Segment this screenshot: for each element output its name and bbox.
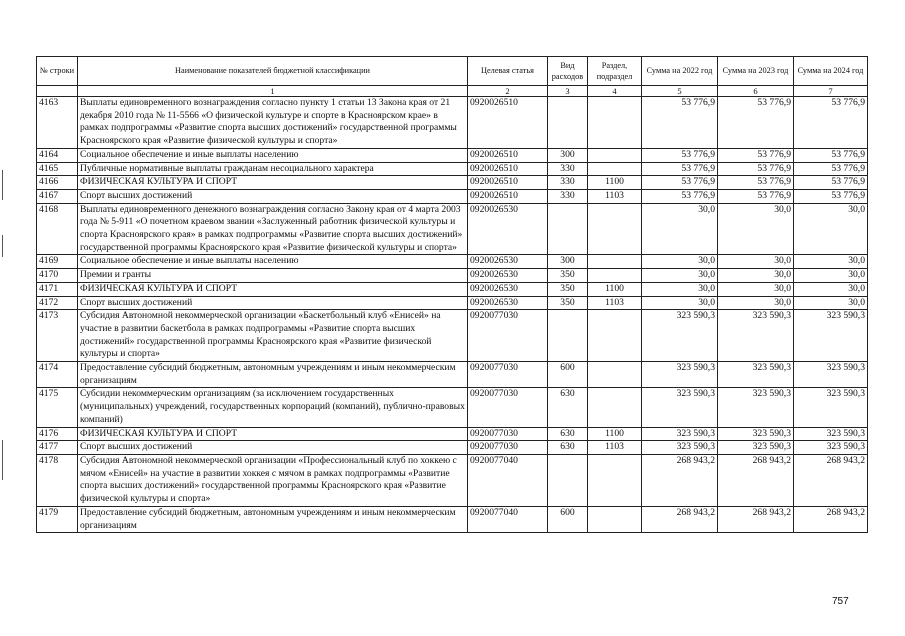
section-cell: 1100	[588, 427, 642, 441]
header-row	[37, 57, 868, 86]
row-number-cell: 4174	[37, 362, 78, 388]
sum-2024-cell: 53 776,9	[794, 176, 868, 190]
sum-2023-cell: 53 776,9	[718, 189, 794, 203]
section-cell: 1103	[588, 441, 642, 455]
section-cell	[588, 506, 642, 532]
target-article-cell: 0920026510	[468, 176, 548, 190]
section-cell	[588, 162, 642, 176]
target-article-cell: 0920026510	[468, 162, 548, 176]
sum-2024-cell: 53 776,9	[794, 189, 868, 203]
section-cell	[588, 255, 642, 269]
indicator-name-cell: Премии и гранты	[78, 269, 468, 283]
row-number-cell: 4163	[37, 97, 78, 149]
section-cell	[588, 388, 642, 427]
row-number-cell: 4177	[37, 441, 78, 455]
sum-2023-cell: 323 590,3	[718, 310, 794, 362]
table-body	[37, 97, 868, 533]
sum-2023-cell: 323 590,3	[718, 427, 794, 441]
table-row	[37, 269, 868, 283]
sum-2024-cell: 53 776,9	[794, 162, 868, 176]
expense-type-cell: 630	[548, 441, 588, 455]
header-section: Раздел, подраздел	[588, 57, 642, 86]
sum-2023-cell: 30,0	[718, 255, 794, 269]
section-cell: 1103	[588, 189, 642, 203]
target-article-cell: 0920026530	[468, 203, 548, 255]
table-row	[37, 255, 868, 269]
sum-2022-cell: 323 590,3	[642, 362, 718, 388]
indicator-name-cell: Социальное обеспечение и иные выплаты населению	[78, 148, 468, 162]
section-cell	[588, 203, 642, 255]
sum-2023-cell: 30,0	[718, 282, 794, 296]
sum-2022-cell: 30,0	[642, 269, 718, 283]
column-number: 4	[588, 86, 642, 97]
sum-2023-cell: 53 776,9	[718, 162, 794, 176]
section-cell: 1100	[588, 282, 642, 296]
expense-type-cell: 350	[548, 269, 588, 283]
table-row	[37, 282, 868, 296]
sum-2022-cell: 268 943,2	[642, 454, 718, 506]
sum-2023-cell: 53 776,9	[718, 176, 794, 190]
indicator-name-cell: Субсидия Автономной некоммерческой организации «Баскетбольный клуб «Енисей» на участие в развитии баскетбола в рамках подпрограммы «Развитие спорта высших достижений» государственной программы Красноярского края «Развитие физической культуры и спорта»	[78, 310, 468, 362]
column-number: 7	[794, 86, 868, 97]
table-row	[37, 203, 868, 255]
row-number-cell: 4172	[37, 296, 78, 310]
indicator-name-cell: Социальное обеспечение и иные выплаты населению	[78, 255, 468, 269]
header-expense-type: Вид расходов	[548, 57, 588, 86]
expense-type-cell	[548, 310, 588, 362]
row-number-cell: 4165	[37, 162, 78, 176]
expense-type-cell	[548, 203, 588, 255]
target-article-cell: 0920026510	[468, 189, 548, 203]
sum-2022-cell: 30,0	[642, 296, 718, 310]
target-article-cell: 0920077030	[468, 441, 548, 455]
table-row	[37, 176, 868, 190]
indicator-name-cell: Выплаты единовременного вознаграждения согласно пункту 1 статьи 13 Закона края от 21 декабря 2010 года № 11-5566 «О физической культуре и спорте в Красноярском крае» в рамках подпрограммы «Развитие спорта высших достижений» государственной программы Красноярского края «Развитие физической культуры и спорта»	[78, 97, 468, 149]
sum-2024-cell: 30,0	[794, 282, 868, 296]
sum-2023-cell: 30,0	[718, 203, 794, 255]
expense-type-cell	[548, 97, 588, 149]
expense-type-cell: 330	[548, 162, 588, 176]
sum-2022-cell: 53 776,9	[642, 97, 718, 149]
row-number-cell: 4169	[37, 255, 78, 269]
page-number: 757	[832, 596, 849, 607]
row-number-cell: 4171	[37, 282, 78, 296]
section-cell	[588, 454, 642, 506]
sum-2024-cell: 53 776,9	[794, 148, 868, 162]
target-article-cell: 0920077030	[468, 362, 548, 388]
table-row	[37, 454, 868, 506]
row-number-cell: 4173	[37, 310, 78, 362]
table-row	[37, 97, 868, 149]
expense-type-cell: 630	[548, 427, 588, 441]
expense-type-cell: 350	[548, 296, 588, 310]
sum-2024-cell: 323 590,3	[794, 441, 868, 455]
sum-2022-cell: 323 590,3	[642, 427, 718, 441]
budget-table	[36, 56, 868, 533]
row-number-cell: 4176	[37, 427, 78, 441]
sum-2022-cell: 323 590,3	[642, 310, 718, 362]
expense-type-cell: 330	[548, 189, 588, 203]
sum-2024-cell: 30,0	[794, 203, 868, 255]
table-row	[37, 310, 868, 362]
table-row	[37, 362, 868, 388]
indicator-name-cell: ФИЗИЧЕСКАЯ КУЛЬТУРА И СПОРТ	[78, 176, 468, 190]
scan-edge-mark	[2, 170, 3, 200]
row-number-cell: 4168	[37, 203, 78, 255]
section-cell	[588, 362, 642, 388]
sum-2022-cell: 53 776,9	[642, 189, 718, 203]
target-article-cell: 0920026530	[468, 269, 548, 283]
expense-type-cell: 300	[548, 148, 588, 162]
indicator-name-cell: ФИЗИЧЕСКАЯ КУЛЬТУРА И СПОРТ	[78, 427, 468, 441]
header-row-no: № строки	[37, 57, 78, 86]
sum-2023-cell: 323 590,3	[718, 388, 794, 427]
section-cell	[588, 269, 642, 283]
expense-type-cell: 600	[548, 506, 588, 532]
row-number-cell: 4164	[37, 148, 78, 162]
sum-2022-cell: 53 776,9	[642, 176, 718, 190]
scan-edge-mark	[2, 440, 3, 480]
row-number-cell: 4178	[37, 454, 78, 506]
sum-2024-cell: 268 943,2	[794, 506, 868, 532]
table-row	[37, 162, 868, 176]
column-number: 3	[548, 86, 588, 97]
row-number-cell: 4167	[37, 189, 78, 203]
column-number: 1	[78, 86, 468, 97]
header-sum-2024: Сумма на 2024 год	[794, 57, 868, 86]
sum-2024-cell: 53 776,9	[794, 97, 868, 149]
expense-type-cell: 600	[548, 362, 588, 388]
sum-2023-cell: 30,0	[718, 269, 794, 283]
header-sum-2023: Сумма на 2023 год	[718, 57, 794, 86]
table-row	[37, 189, 868, 203]
target-article-cell: 0920026530	[468, 255, 548, 269]
indicator-name-cell: Спорт высших достижений	[78, 296, 468, 310]
sum-2022-cell: 30,0	[642, 282, 718, 296]
table-row	[37, 388, 868, 427]
expense-type-cell: 630	[548, 388, 588, 427]
table-row	[37, 506, 868, 532]
target-article-cell: 0920077030	[468, 388, 548, 427]
target-article-cell: 0920077030	[468, 427, 548, 441]
header-name: Наименование показателей бюджетной классификации	[78, 57, 468, 86]
indicator-name-cell: Предоставление субсидий бюджетным, автономным учреждениям и иным некоммерческим организациям	[78, 506, 468, 532]
target-article-cell: 0920077030	[468, 310, 548, 362]
sum-2024-cell: 323 590,3	[794, 310, 868, 362]
sum-2022-cell: 268 943,2	[642, 506, 718, 532]
sum-2024-cell: 30,0	[794, 255, 868, 269]
sum-2022-cell: 323 590,3	[642, 441, 718, 455]
indicator-name-cell: Субсидия Автономной некоммерческой организации «Профессиональный клуб по хоккею с мячом «Енисей» на участие в развитии хоккея с мячом в рамках подпрограммы «Развитие спорта высших достижений» государственной программы Красноярского края «Развитие физической культуры и спорта»	[78, 454, 468, 506]
sum-2024-cell: 323 590,3	[794, 388, 868, 427]
target-article-cell: 0920077040	[468, 506, 548, 532]
target-article-cell: 0920077040	[468, 454, 548, 506]
sum-2023-cell: 323 590,3	[718, 362, 794, 388]
row-number-cell: 4179	[37, 506, 78, 532]
table-row	[37, 148, 868, 162]
expense-type-cell: 300	[548, 255, 588, 269]
sum-2024-cell: 30,0	[794, 296, 868, 310]
sum-2024-cell: 323 590,3	[794, 427, 868, 441]
sum-2022-cell: 53 776,9	[642, 162, 718, 176]
column-number: 5	[642, 86, 718, 97]
sum-2023-cell: 53 776,9	[718, 148, 794, 162]
column-number-row	[37, 86, 868, 97]
sum-2022-cell: 30,0	[642, 203, 718, 255]
header-target: Целевая статья	[468, 57, 548, 86]
sum-2022-cell: 323 590,3	[642, 388, 718, 427]
indicator-name-cell: Спорт высших достижений	[78, 189, 468, 203]
section-cell: 1103	[588, 296, 642, 310]
section-cell	[588, 97, 642, 149]
indicator-name-cell: Публичные нормативные выплаты гражданам несоциального характера	[78, 162, 468, 176]
expense-type-cell: 350	[548, 282, 588, 296]
target-article-cell: 0920026510	[468, 148, 548, 162]
sum-2023-cell: 268 943,2	[718, 454, 794, 506]
table-row	[37, 441, 868, 455]
indicator-name-cell: Выплаты единовременного денежного вознаграждения согласно Закону края от 4 марта 2003 года № 5-911 «О почетном краевом звании «Заслуженный работник физической культуры и спорта Красноярского края» в рамках подпрограммы «Развитие спорта высших достижений» государственной программы Красноярского края «Развитие физической культуры и спорта»	[78, 203, 468, 255]
expense-type-cell: 330	[548, 176, 588, 190]
row-number-cell: 4170	[37, 269, 78, 283]
sum-2024-cell: 268 943,2	[794, 454, 868, 506]
table-row	[37, 296, 868, 310]
indicator-name-cell: Спорт высших достижений	[78, 441, 468, 455]
indicator-name-cell: Субсидии некоммерческим организациям (за исключением государственных (муниципальных) учреждений, государственных корпораций (компаний), публично-правовых компаний)	[78, 388, 468, 427]
scan-edge-mark	[2, 235, 3, 257]
column-number	[37, 86, 78, 97]
sum-2023-cell: 53 776,9	[718, 97, 794, 149]
target-article-cell: 0920026530	[468, 296, 548, 310]
sum-2023-cell: 323 590,3	[718, 441, 794, 455]
indicator-name-cell: ФИЗИЧЕСКАЯ КУЛЬТУРА И СПОРТ	[78, 282, 468, 296]
target-article-cell: 0920026510	[468, 97, 548, 149]
section-cell	[588, 310, 642, 362]
sum-2024-cell: 323 590,3	[794, 362, 868, 388]
table-row	[37, 427, 868, 441]
expense-type-cell	[548, 454, 588, 506]
indicator-name-cell: Предоставление субсидий бюджетным, автономным учреждениям и иным некоммерческим организациям	[78, 362, 468, 388]
sum-2022-cell: 53 776,9	[642, 148, 718, 162]
sum-2023-cell: 30,0	[718, 296, 794, 310]
sum-2023-cell: 268 943,2	[718, 506, 794, 532]
column-number: 2	[468, 86, 548, 97]
row-number-cell: 4175	[37, 388, 78, 427]
sum-2024-cell: 30,0	[794, 269, 868, 283]
sum-2022-cell: 30,0	[642, 255, 718, 269]
header-sum-2022: Сумма на 2022 год	[642, 57, 718, 86]
section-cell	[588, 148, 642, 162]
section-cell: 1100	[588, 176, 642, 190]
column-number: 6	[718, 86, 794, 97]
target-article-cell: 0920026530	[468, 282, 548, 296]
row-number-cell: 4166	[37, 176, 78, 190]
